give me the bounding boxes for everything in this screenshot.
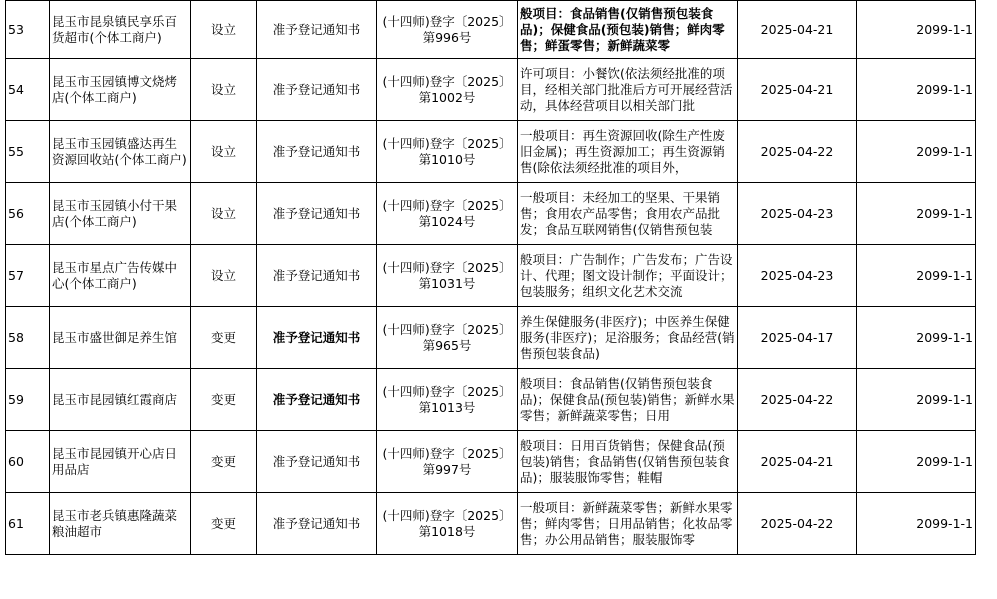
row-number: 59 — [6, 369, 50, 431]
document-type: 准予登记通知书 — [257, 307, 377, 369]
business-scope-text: 一般项目：未经加工的坚果、干果销售；食用农产品零售；食用农产品批发；食品互联网销售(仅销售预包装 — [520, 189, 721, 237]
table-row — [6, 245, 976, 307]
approval-date: 2025-04-22 — [738, 369, 857, 431]
registration-number: (十四师)登字〔2025〕第1018号 — [377, 493, 518, 555]
approval-date: 2025-04-22 — [738, 493, 857, 555]
document-type: 准予登记通知书 — [257, 431, 377, 493]
registration-type: 变更 — [191, 431, 257, 493]
business-scope — [518, 183, 738, 245]
business-name: 昆玉市昆园镇红霞商店 — [50, 369, 191, 431]
business-name: 昆玉市昆园镇开心店日用品店 — [50, 431, 191, 493]
registration-number: (十四师)登字〔2025〕第965号 — [377, 307, 518, 369]
approval-date: 2025-04-21 — [738, 431, 857, 493]
approval-date: 2025-04-21 — [738, 1, 857, 59]
table-row — [6, 183, 976, 245]
expiry-date: 2099-1-1 — [857, 493, 976, 555]
expiry-date: 2099-1-1 — [857, 369, 976, 431]
business-scope — [518, 1, 738, 59]
registration-number: (十四师)登字〔2025〕第1010号 — [377, 121, 518, 183]
document-type: 准予登记通知书 — [257, 121, 377, 183]
table-row — [6, 493, 976, 555]
business-scope — [518, 59, 738, 121]
expiry-date: 2099-1-1 — [857, 121, 976, 183]
table-row — [6, 431, 976, 493]
business-scope-text: 许可项目：小餐饮(依法须经批准的项目，经相关部门批准后方可开展经营活动，具体经营项目以相关部门批 — [520, 65, 733, 113]
registration-type: 设立 — [191, 59, 257, 121]
document-type: 准予登记通知书 — [257, 183, 377, 245]
business-scope-text: 般项目：食品销售(仅销售预包装食品)；保健食品(预包装)销售；鲜肉零售；鲜蛋零售；新鲜蔬菜零 — [520, 5, 725, 53]
table-row — [6, 59, 976, 121]
row-number: 58 — [6, 307, 50, 369]
business-scope-text: 一般项目：新鲜蔬菜零售；新鲜水果零售；鲜肉零售；日用品销售；化妆品零售；办公用品销售；服装服饰零 — [520, 499, 733, 547]
business-scope — [518, 307, 738, 369]
registration-number: (十四师)登字〔2025〕第997号 — [377, 431, 518, 493]
approval-date: 2025-04-23 — [738, 183, 857, 245]
document-type: 准予登记通知书 — [257, 1, 377, 59]
registration-number: (十四师)登字〔2025〕第1013号 — [377, 369, 518, 431]
business-name: 昆玉市星点广告传媒中心(个体工商户) — [50, 245, 191, 307]
expiry-date: 2099-1-1 — [857, 431, 976, 493]
registration-table — [5, 0, 976, 555]
row-number: 54 — [6, 59, 50, 121]
expiry-date: 2099-1-1 — [857, 59, 976, 121]
row-number: 57 — [6, 245, 50, 307]
row-number: 60 — [6, 431, 50, 493]
row-number: 53 — [6, 1, 50, 59]
business-name: 昆玉市玉园镇小付干果店(个体工商户) — [50, 183, 191, 245]
registration-number: (十四师)登字〔2025〕第1024号 — [377, 183, 518, 245]
registration-type: 设立 — [191, 245, 257, 307]
table-row — [6, 307, 976, 369]
business-scope — [518, 431, 738, 493]
expiry-date: 2099-1-1 — [857, 245, 976, 307]
registration-type: 设立 — [191, 183, 257, 245]
approval-date: 2025-04-23 — [738, 245, 857, 307]
row-number: 56 — [6, 183, 50, 245]
business-scope-text: 般项目：食品销售(仅销售预包装食品)；保健食品(预包装)销售；新鲜水果零售；新鲜蔬菜零售；日用 — [520, 375, 735, 423]
business-scope — [518, 493, 738, 555]
business-name: 昆玉市盛世御足养生馆 — [50, 307, 191, 369]
table-row — [6, 121, 976, 183]
registration-type: 变更 — [191, 493, 257, 555]
document-type: 准予登记通知书 — [257, 493, 377, 555]
document-type: 准予登记通知书 — [257, 59, 377, 121]
expiry-date: 2099-1-1 — [857, 183, 976, 245]
business-scope-text: 养生保健服务(非医疗)；中医养生保健服务(非医疗)；足浴服务；食品经营(销售预包装食品) — [520, 313, 735, 361]
business-scope — [518, 369, 738, 431]
registration-type: 变更 — [191, 307, 257, 369]
expiry-date: 2099-1-1 — [857, 1, 976, 59]
registration-number: (十四师)登字〔2025〕第996号 — [377, 1, 518, 59]
approval-date: 2025-04-17 — [738, 307, 857, 369]
row-number: 61 — [6, 493, 50, 555]
table-row — [6, 1, 976, 59]
table-row — [6, 369, 976, 431]
business-scope-text: 般项目：日用百货销售；保健食品(预包装)销售；食品销售(仅销售预包装食品)；服装服饰零售；鞋帽 — [520, 437, 730, 485]
business-name: 昆玉市昆泉镇民享乐百货超市(个体工商户) — [50, 1, 191, 59]
registration-type: 变更 — [191, 369, 257, 431]
document-type: 准予登记通知书 — [257, 245, 377, 307]
registration-type: 设立 — [191, 1, 257, 59]
business-name: 昆玉市老兵镇惠隆蔬菜粮油超市 — [50, 493, 191, 555]
row-number: 55 — [6, 121, 50, 183]
business-scope-text: 一般项目：再生资源回收(除生产性废旧金属)；再生资源加工；再生资源销售(除依法须经批准的项目外， — [520, 127, 725, 175]
business-scope — [518, 245, 738, 307]
business-scope — [518, 121, 738, 183]
registration-number: (十四师)登字〔2025〕第1031号 — [377, 245, 518, 307]
business-name: 昆玉市玉园镇博文烧烤店(个体工商户) — [50, 59, 191, 121]
registration-number: (十四师)登字〔2025〕第1002号 — [377, 59, 518, 121]
business-name: 昆玉市玉园镇盛达再生资源回收站(个体工商户) — [50, 121, 191, 183]
business-scope-text: 般项目：广告制作；广告发布；广告设计、代理；图文设计制作；平面设计；包装服务；组织文化艺术交流 — [520, 251, 733, 299]
document-type: 准予登记通知书 — [257, 369, 377, 431]
table-body — [6, 1, 976, 555]
registration-type: 设立 — [191, 121, 257, 183]
approval-date: 2025-04-22 — [738, 121, 857, 183]
expiry-date: 2099-1-1 — [857, 307, 976, 369]
approval-date: 2025-04-21 — [738, 59, 857, 121]
